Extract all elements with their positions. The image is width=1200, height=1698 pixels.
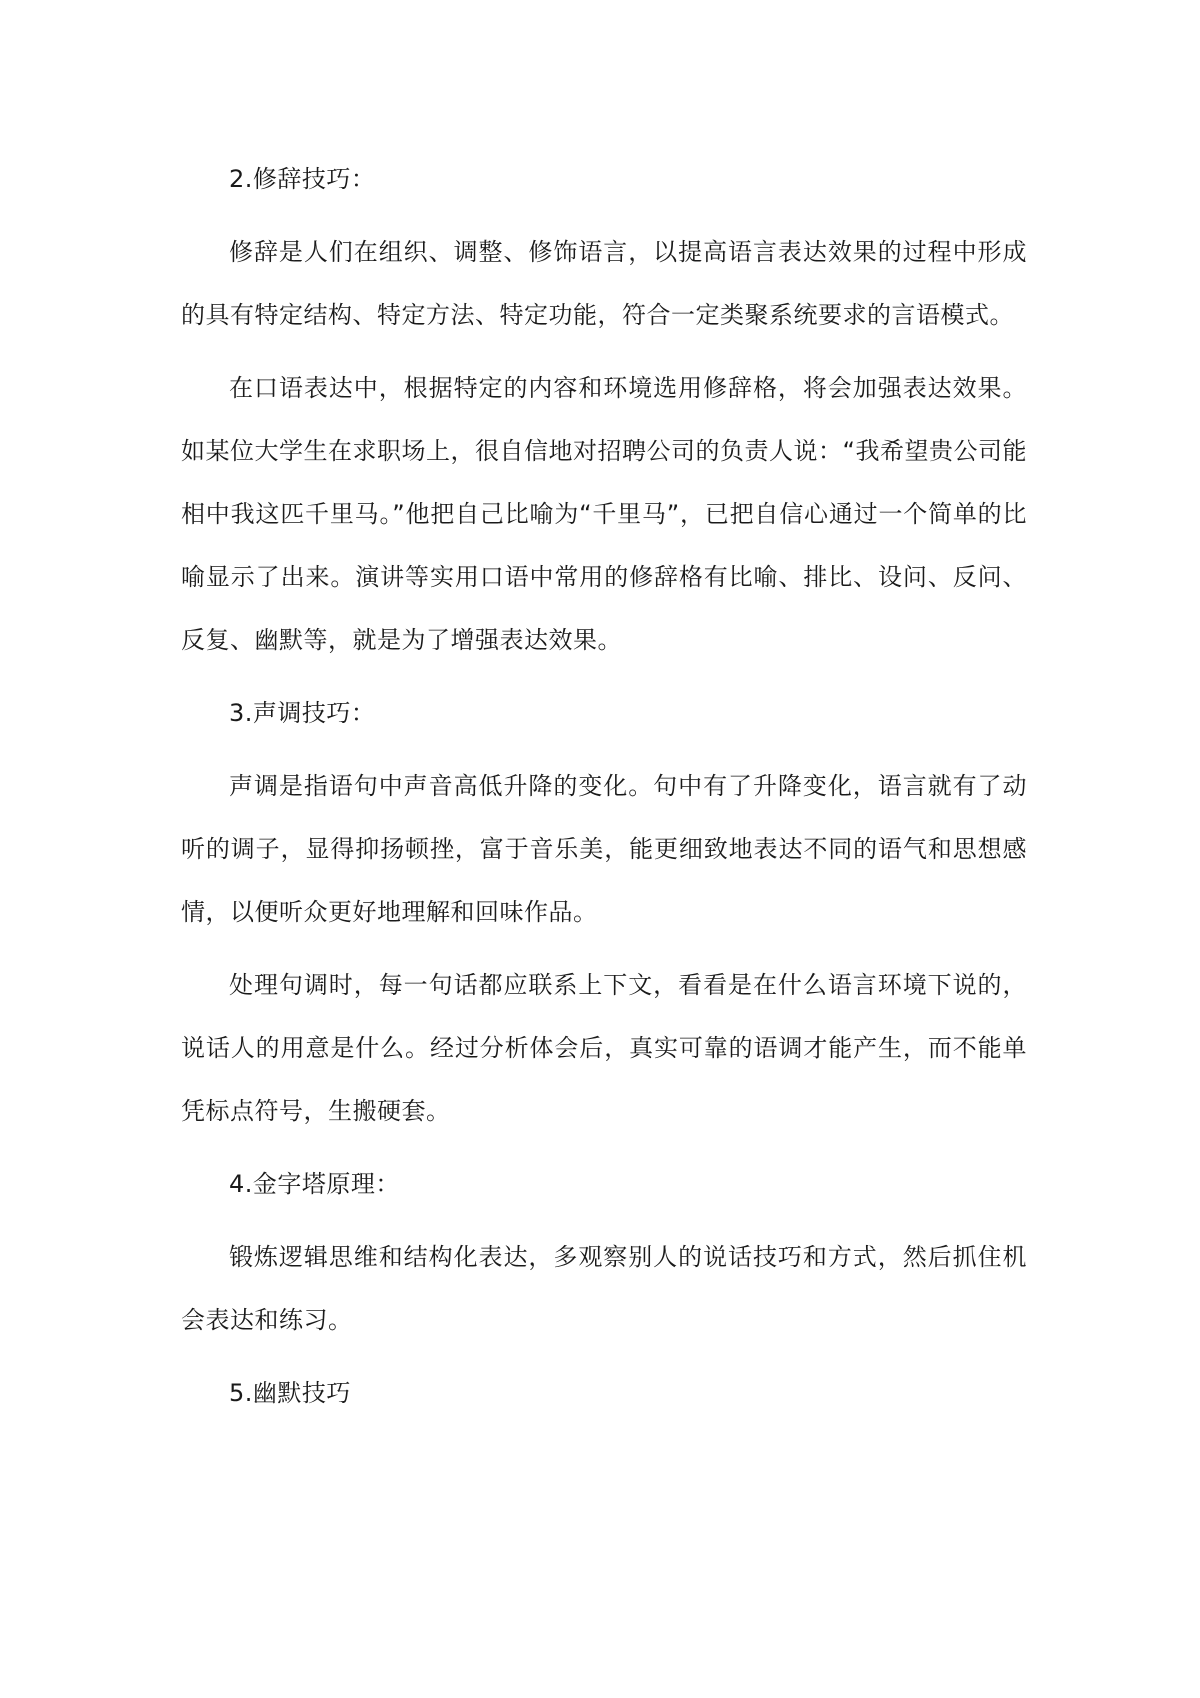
section-heading-tone: 3.声调技巧： [229,699,376,727]
document-body [181,148,1027,1425]
section-heading-pyramid: 4.金字塔原理： [229,1170,400,1198]
paragraph-pyramid: 锻炼逻辑思维和结构化表达，多观察别人的说话技巧和方式，然后抓住机会表达和练习。 [181,1243,1027,1334]
paragraph-tone-handling: 处理句调时，每一句话都应联系上下文，看看是在什么语言环境下说的，说话人的用意是什么。经过分析体会后，真实可靠的语调才能产生，而不能单凭标点符号，生搬硬套。 [181,971,1027,1125]
paragraph-tone-definition: 声调是指语句中声音高低升降的变化。句中有了升降变化，语言就有了动听的调子，显得抑扬顿挫，富于音乐美，能更细致地表达不同的语气和思想感情，以便听众更好地理解和回味作品。 [181,772,1027,926]
paragraph-rhetoric-example: 在口语表达中，根据特定的内容和环境选用修辞格，将会加强表达效果。如某位大学生在求职场上，很自信地对招聘公司的负责人说：“我希望贵公司能相中我这匹千里马。”他把自己比喻为“千里马”，已把自信心通过一个简单的比喻显示了出来。演讲等实用口语中常用的修辞格有比喻、排比、设问、反问、反复、幽默等，就是为了增强表达效果。 [181,374,1027,654]
section-heading-rhetoric: 2.修辞技巧： [229,165,376,193]
paragraph-rhetoric-definition: 修辞是人们在组织、调整、修饰语言，以提高语言表达效果的过程中形成的具有特定结构、特定方法、特定功能，符合一定类聚系统要求的言语模式。 [181,238,1027,329]
section-heading-humor: 5.幽默技巧 [229,1379,351,1407]
